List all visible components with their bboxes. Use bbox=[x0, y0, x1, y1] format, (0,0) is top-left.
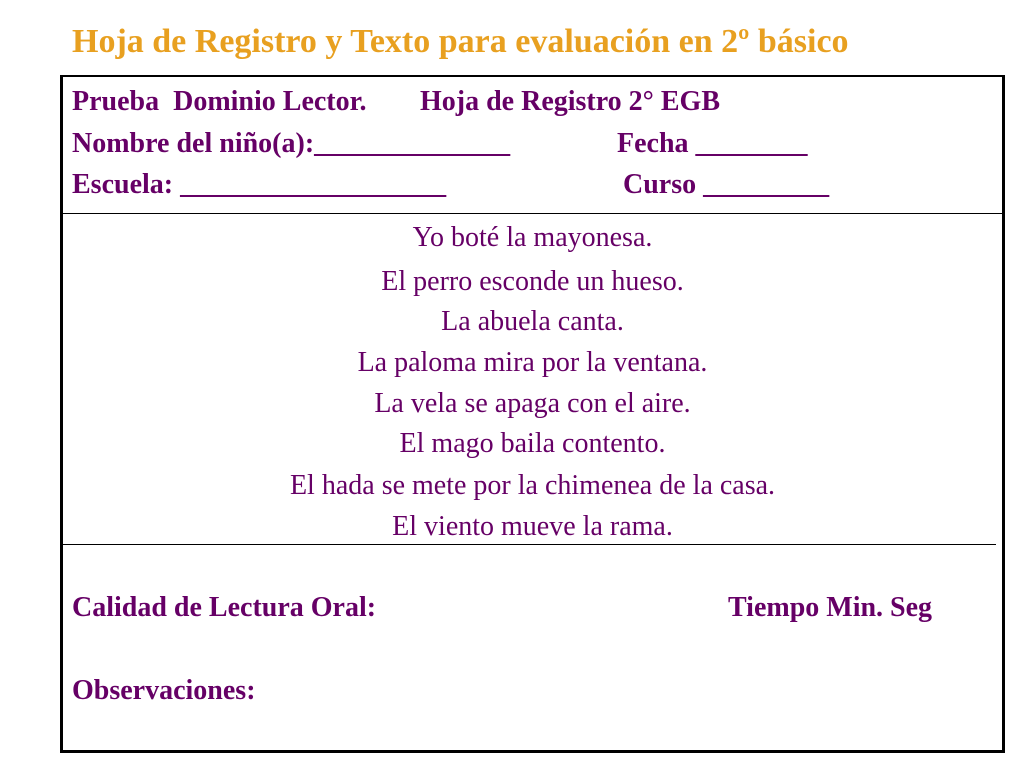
sentence: El viento mueve la rama. bbox=[392, 511, 673, 542]
observations-label: Observaciones: bbox=[72, 675, 256, 706]
course-field-label: Curso _________ bbox=[623, 169, 830, 200]
sentence: La abuela canta. bbox=[441, 306, 624, 337]
header-divider bbox=[63, 213, 1002, 214]
page-title: Hoja de Registro y Texto para evaluación en 2º básico bbox=[72, 23, 849, 60]
school-field-label: Escuela: ___________________ bbox=[72, 169, 447, 200]
sentence: La paloma mira por la ventana. bbox=[357, 347, 708, 378]
time-label: Tiempo Min. Seg bbox=[728, 592, 933, 623]
text-divider bbox=[63, 544, 996, 545]
record-sheet bbox=[60, 75, 1005, 753]
sentence: El perro esconde un hueso. bbox=[381, 266, 684, 297]
sentence: El mago baila contento. bbox=[399, 428, 666, 459]
sheet-name-label: Hoja de Registro 2° EGB bbox=[420, 86, 721, 117]
sentence: Yo boté la mayonesa. bbox=[412, 222, 653, 253]
date-field-label: Fecha ________ bbox=[617, 128, 808, 159]
sentence: El hada se mete por la chimenea de la casa. bbox=[289, 470, 776, 501]
reading-quality-label: Calidad de Lectura Oral: bbox=[72, 592, 377, 623]
test-name-label: Prueba Dominio Lector. bbox=[72, 86, 367, 117]
sentence: La vela se apaga con el aire. bbox=[374, 388, 691, 419]
child-name-field-label: Nombre del niño(a):______________ bbox=[72, 128, 511, 159]
